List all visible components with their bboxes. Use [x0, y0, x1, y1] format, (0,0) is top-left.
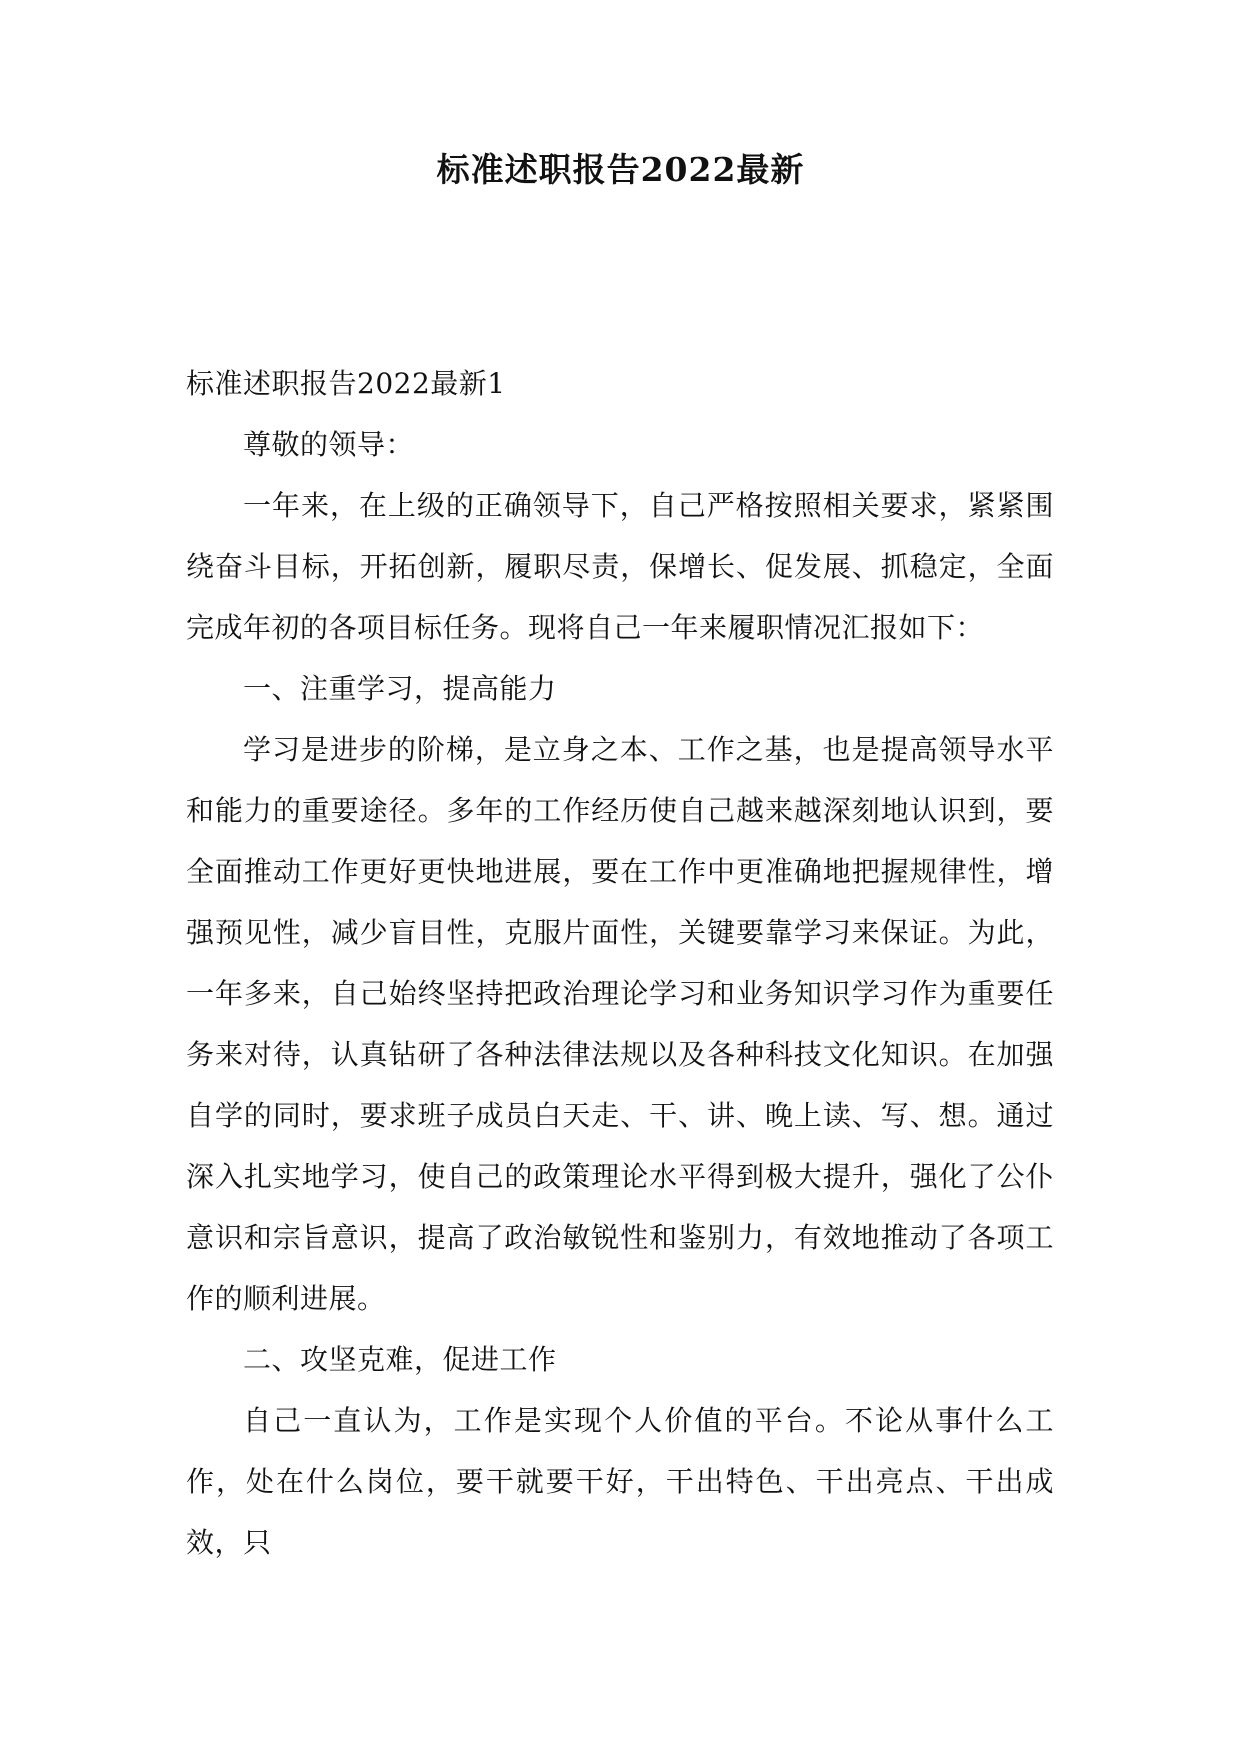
section-1-paragraph: 学习是进步的阶梯，是立身之本、工作之基，也是提高领导水平和能力的重要途径。多年的工作经历使自己越来越深刻地认识到，要全面推动工作更好更快地进展，要在工作中更准确地把握规律性，增强预见性，减少盲目性，克服片面性，关键要靠学习来保证。为此，一年多来，自己始终坚持把政治理论学习和业务知识学习作为重要任务来对待，认真钻研了各种法律法规以及各种科技文化知识。在加强自学的同时，要求班子成员白天走、干、讲、晚上读、写、想。通过深入扎实地学习，使自己的政策理论水平得到极大提升，强化了公仆意识和宗旨意识，提高了政治敏锐性和鉴别力，有效地推动了各项工作的顺利进展。	[186, 733, 1054, 1315]
section-2-paragraph: 自己一直认为，工作是实现个人价值的平台。不论从事什么工作，处在什么岗位，要干就要干好，干出特色、干出亮点、干出成效，只	[186, 1404, 1054, 1559]
section-heading-1: 一、注重学习，提高能力	[243, 672, 557, 705]
document-subtitle: 标准述职报告2022最新1	[186, 367, 506, 400]
document-title: 标准述职报告2022最新	[436, 150, 805, 189]
document-body	[186, 353, 1054, 1573]
intro-paragraph: 一年来，在上级的正确领导下，自己严格按照相关要求，紧紧围绕奋斗目标，开拓创新，履职尽责，保增长、促发展、抓稳定，全面完成年初的各项目标任务。现将自己一年来履职情况汇报如下：	[186, 489, 1054, 644]
section-heading-2: 二、攻坚克难，促进工作	[243, 1343, 557, 1376]
salutation: 尊敬的领导：	[243, 428, 415, 461]
